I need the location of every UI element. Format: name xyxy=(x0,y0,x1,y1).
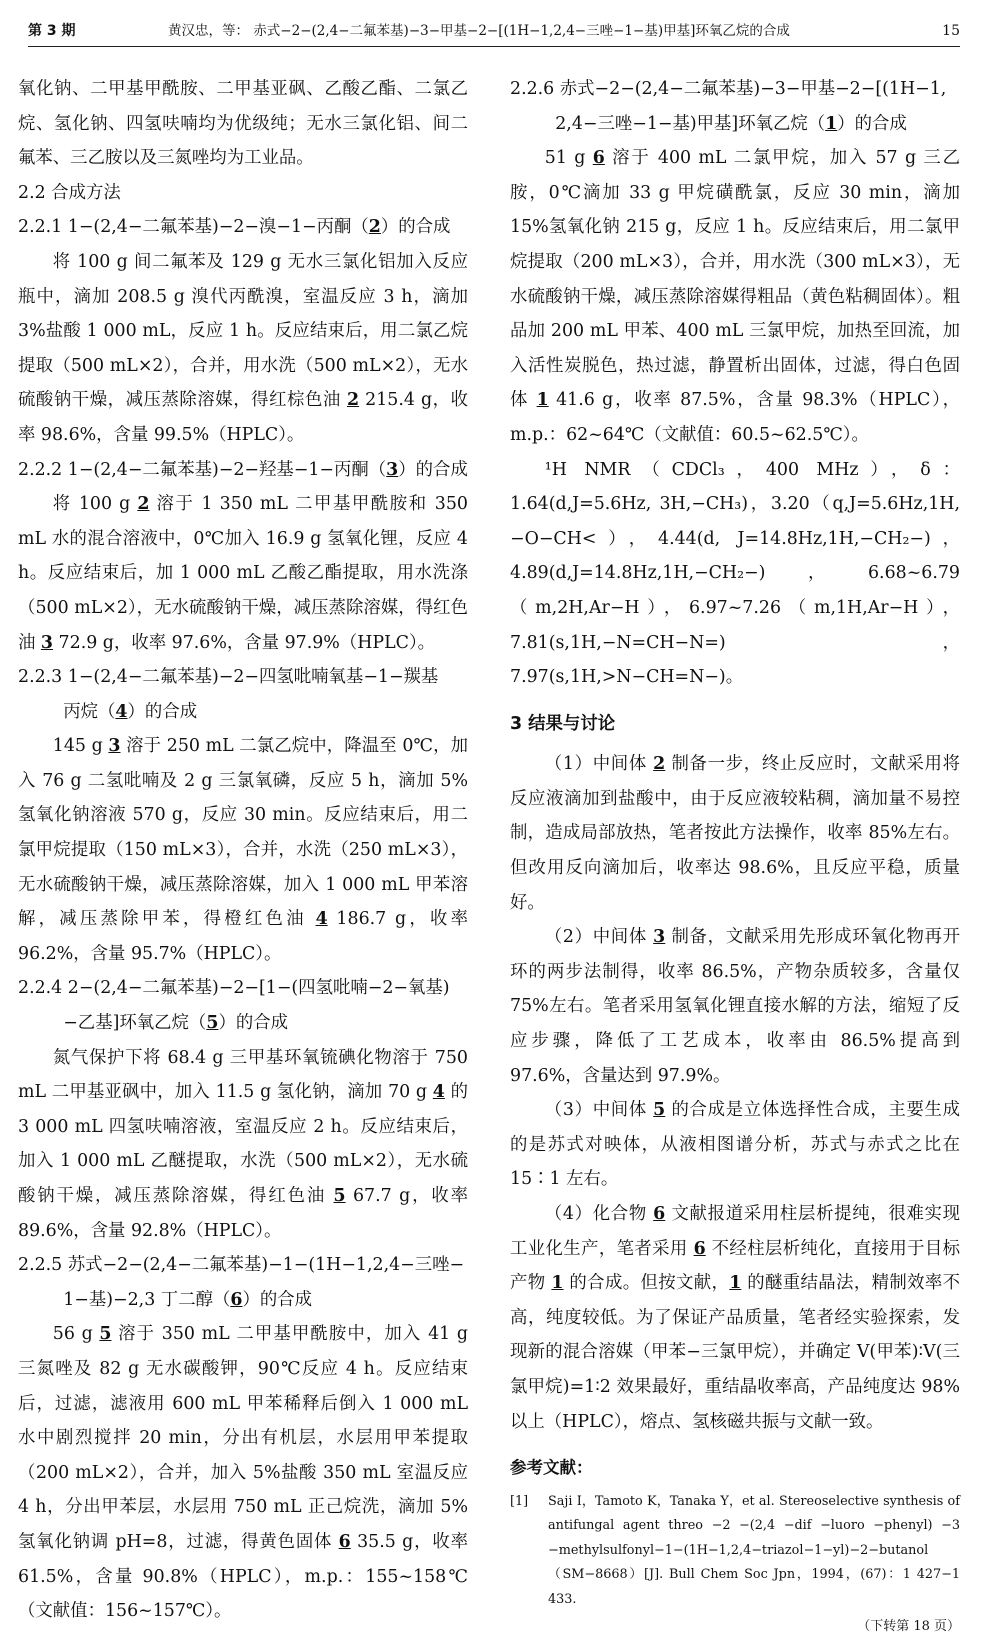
page-header xyxy=(28,20,960,47)
section-heading-2-2-5: 2.2.5 苏式−2−(2,4−二氟苯基)−1−(1H−1,2,4−三唑− 1−基)−2,3 丁二醇（6）的合成 xyxy=(18,1255,465,1310)
issue-label: 第 3 期 xyxy=(28,23,76,39)
paragraph-2-2-3: 145 g 3 溶于 250 mL 二氯乙烷中，降温至 0℃，加入 76 g 二氢吡喃及 2 g 三氯氧磷，反应 5 h，滴加 5%氢氧化钠溶液 570 g，反应 30 min。反应结束后，用二氯甲烷提取（150 mL×3），合并，水洗（250 mL×3），无水硫酸钠干燥，减压蒸除溶媒，加入 1 000 mL 甲苯溶解，减压蒸除甲苯，得橙红色油 4 186.7 g，收率 96.2%，含量 95.7%（HPLC）。 xyxy=(18,736,469,964)
paragraph-discussion-3: （3）中间体 5 的合成是立体选择性合成，主要生成的是苏式对映体，从液相图谱分析，苏式与赤式之比在 15∶1 左右。 xyxy=(510,1100,961,1190)
paragraph-discussion-2: （2）中间体 3 制备，文献采用先形成环氧化物再开环的两步法制得，收率 86.5%，产物杂质较多，含量仅 75%左右。笔者采用氢氧化锂直接水解的方法，缩短了反应步骤，降低了工艺成本，收率由 86.5%提高到 97.6%，含量达到 97.9%。 xyxy=(510,927,961,1086)
section-heading-2-2-6: 2.2.6 赤式−2−(2,4−二氟苯基)−3−甲基−2−[(1H−1, 2,4−三唑−1−基)甲基]环氧乙烷（1）的合成 xyxy=(510,79,947,134)
section-heading-2-2-2: 2.2.2 1−(2,4−二氟苯基)−2−羟基−1−丙酮（3）的合成 xyxy=(18,459,468,480)
section-heading-3: 3 结果与讨论 xyxy=(510,713,616,734)
left-column xyxy=(18,72,468,1629)
paragraph-2-2-2: 将 100 g 2 溶于 1 350 mL 二甲基甲酰胺和 350 mL 水的混合溶液中，0℃加入 16.9 g 氢氧化锂，反应 4 h。反应结束后，加 1 000 mL 乙酸乙酯提取，用水洗涤（500 mL×2），无水硫酸钠干燥，减压蒸除溶媒，得红色油 3 72.9 g，收率 97.6%，含量 97.9%（HPLC）。 xyxy=(18,494,468,653)
reference-number: [1] xyxy=(510,1493,529,1509)
paragraph-discussion-4: （4）化合物 6 文献报道采用柱层析提纯，很难实现工业化生产，笔者采用 6 不经柱层析纯化，直接用于目标产物 1 的合成。但按文献，1 的醚重结晶法，精制效率不高，纯度较低。为了保证产品质量，笔者经实验探索，发现新的混合溶媒（甲苯−三氯甲烷），并确定 V(甲苯)∶V(三氯甲烷)=1∶2 效果最好，重结晶收率高，产品纯度达 98%以上（HPLC），熔点、氢核磁共振与文献一致。 xyxy=(510,1204,961,1432)
right-column xyxy=(510,72,960,1638)
paragraph-2-2-5: 56 g 5 溶于 350 mL 二甲基甲酰胺中，加入 41 g 三氮唑及 82 g 无水碳酸钾，90℃反应 4 h。反应结束后，过滤，滤液用 600 mL 甲苯稀释后倒入 1 000 mL 水中剧烈搅拌 20 min，分出有机层，水层用甲苯提取（200 mL×2），合并，加入 5%盐酸 350 mL 室温反应 4 h，分出甲苯层，水层用 750 mL 正己烷洗，滴加 5%氢氧化钠调 pH=8，过滤，得黄色固体 6 35.5 g，收率 61.5%，含量 90.8%（HPLC），m.p.：155~158℃（文献值：156~157℃）。 xyxy=(18,1324,468,1622)
paragraph-nmr: ¹H NMR（CDCl₃，400 MHz），δ：1.64(d,J=5.6Hz, 3H,−CH₃)，3.20（q,J=5.6Hz,1H,−O−CH<），4.44(d, J=14.8Hz,1H,−CH₂−)，4.89(d,J=14.8Hz,1H,−CH₂−)，6.68~6.79（m,2H,Ar−H），6.97~7.26（m,1H,Ar−H），7.81(s,1H,−N=CH−N=)，7.97(s,1H,>N−CH=N−)。 xyxy=(510,459,960,688)
running-title: 黄汉忠，等： 赤式−2−(2,4−二氟苯基)−3−甲基−2−[(1H−1,2,4−三唑−1−基)甲基]环氧乙烷的合成 xyxy=(168,23,790,39)
section-heading-2-2-1: 2.2.1 1−(2,4−二氟苯基)−2−溴−1−丙酮（2）的合成 xyxy=(18,217,451,238)
paragraph-2-2-4: 氮气保护下将 68.4 g 三甲基环氧锍碘化物溶于 750 mL 二甲基亚砜中，加入 11.5 g 氢化钠，滴加 70 g 4 的 3 000 mL 四氢呋喃溶液，室温反应 2 h。反应结束后，加入 1 000 mL 乙醚提取，水洗（500 mL×2），无水硫酸钠干燥，减压蒸除溶媒，得红色油 5 67.7 g，收率 89.6%，含量 92.8%（HPLC）。 xyxy=(18,1047,468,1241)
paragraph-materials: 氧化钠、二甲基甲酰胺、二甲基亚砜、乙酸乙酯、二氯乙烷、氢化钠、四氢呋喃均为优级纯；无水三氯化铝、间二氟苯、三乙胺以及三氮唑均为工业品。 xyxy=(18,79,468,169)
paragraph-discussion-1: （1）中间体 2 制备一步，终止反应时，文献采用将反应液滴加到盐酸中，由于反应液较粘稠，滴加量不易控制，造成局部放热，笔者按此方法操作，收率 85%左右。但改用反向滴加后，收率达 98.6%，且反应平稳，质量好。 xyxy=(510,754,961,913)
continued-note: （下转第 18 页） xyxy=(857,1619,960,1635)
reference-1: [1] Saji I，Tamoto K，Tanaka Y，et al. Stereoselective synthesis of antifungal agent threo −2 −(2,4 −dif −luoro −phenyl) −3 −methylsulfonyl−1−(1H−1,2,4−triazol−1−yl)−2−butanol（SM−8668）[J]. Bull Chem Soc Jpn，1994，(67)：1 427−1 433. xyxy=(510,1490,960,1613)
section-heading-2-2-3: 2.2.3 1−(2,4−二氟苯基)−2−四氢吡喃氧基−1−羰基 丙烷（4）的合成 xyxy=(18,667,439,722)
references-heading: 参考文献： xyxy=(510,1458,593,1478)
section-heading-2-2: 2.2 合成方法 xyxy=(18,182,121,203)
paragraph-2-2-1: 将 100 g 间二氟苯及 129 g 无水三氯化铝加入反应瓶中，滴加 208.5 g 溴代丙酰溴，室温反应 3 h，滴加 3%盐酸 1 000 mL，反应 1 h。反应结束后，用二氯乙烷提取（500 mL×2），合并，用水洗（500 mL×2），无水硫酸钠干燥，减压蒸除溶媒，得红棕色油 2 215.4 g，收率 98.6%，含量 99.5%（HPLC）。 xyxy=(18,251,469,445)
section-heading-2-2-4: 2.2.4 2−(2,4−二氟苯基)−2−[1−(四氢吡喃−2−氧基) −乙基]环氧乙烷（5）的合成 xyxy=(18,978,450,1034)
page-number: 15 xyxy=(942,23,960,39)
paragraph-2-2-6: 51 g 6 溶于 400 mL 二氯甲烷，加入 57 g 三乙胺，0℃滴加 33 g 甲烷磺酰氯，反应 30 min，滴加 15%氢氧化钠 215 g，反应 1 h。反应结束后，用二氯甲烷提取（200 mL×3），合并，用水洗（300 mL×3），无水硫酸钠干燥，减压蒸除溶媒得粗品（黄色粘稠固体）。粗品加 200 mL 甲苯、400 mL 三氯甲烷，加热至回流，加入活性炭脱色，热过滤，静置析出固体，过滤，得白色固体 1 41.6 g，收率 87.5%，含量 98.3%（HPLC），m.p.：62~64℃（文献值：60.5~62.5℃）。 xyxy=(510,148,961,445)
